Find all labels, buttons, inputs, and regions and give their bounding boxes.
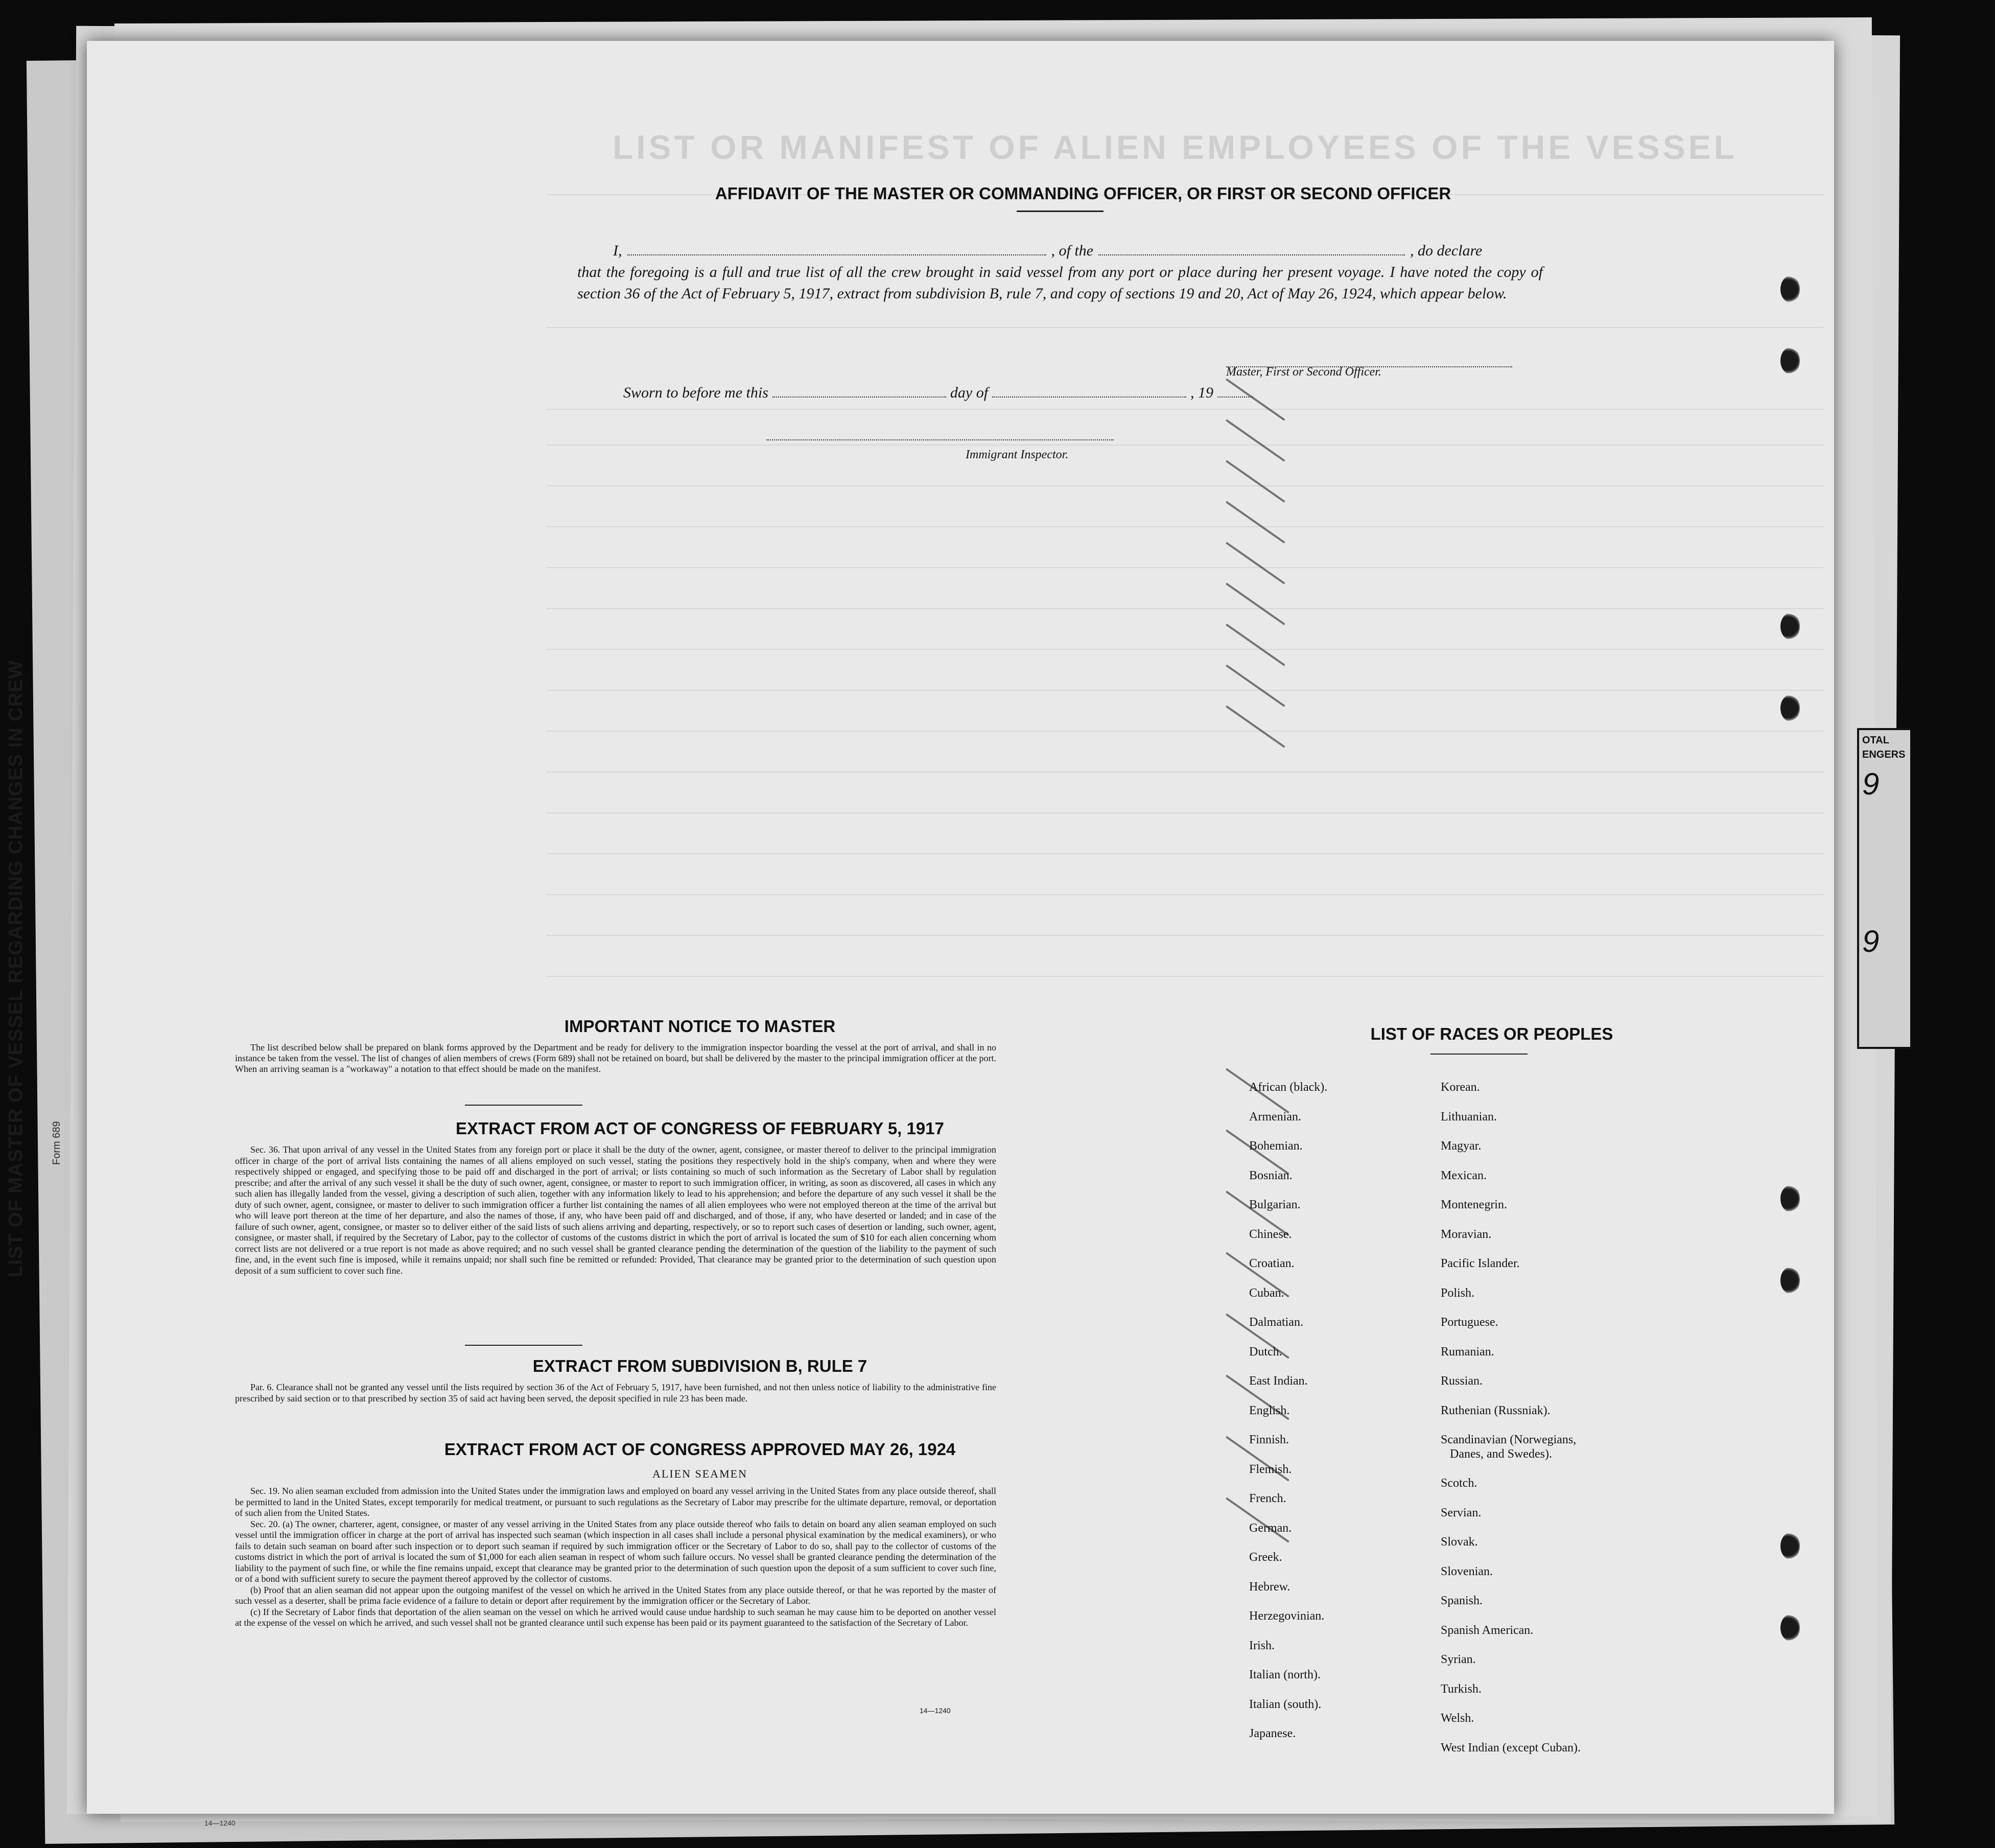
sworn-year-field[interactable] bbox=[1217, 383, 1253, 397]
punch-hole bbox=[1780, 276, 1800, 302]
race-item: Montenegrin. bbox=[1441, 1198, 1507, 1211]
race-item: Danes, and Swedes). bbox=[1450, 1447, 1552, 1461]
section-rule bbox=[465, 1345, 582, 1346]
form-number: Form 689 bbox=[51, 1121, 62, 1165]
side-tab bbox=[1857, 728, 1910, 1049]
tab-mark: 9 bbox=[1862, 767, 1880, 801]
race-item: English. bbox=[1249, 1403, 1290, 1417]
race-item: Japanese. bbox=[1249, 1727, 1296, 1740]
race-item: Korean. bbox=[1441, 1081, 1480, 1094]
races-right-column bbox=[1441, 1073, 1581, 1763]
paragraph: (c) If the Secretary of Labor finds that deportation of the alien seaman on the vessel on which he arrived would cause undue hardship to such seaman he may cause him to be deported on another vessel at the expense of the vessel on which he arrived, and such vessel shall not be granted clearance until such expense has been paid or its payment guaranteed to the satisfaction of the Secretary of Labor. bbox=[235, 1606, 996, 1628]
paragraph: Sec. 20. (a) The owner, charterer, agent, consignee, or master of any vessel arriving in the United States from any place outside thereof who fails to detain on board any alien seaman employed on such vessel until the immigration officer in charge at the port of arrival has inspected such seaman (which inspection in all cases shall include a personal physical examination by the medical examiners), or who fails to detain such seaman on board after such inspection or to deport such seaman if required by such immigration officer or the Secretary of Labor to do so, shall pay to the collector of customs of the customs district in which the port of arrival is located the sum of $1,000 for each alien seaman in respect of whom such failure occurs. No vessel shall be granted clearance pending the determination of the liability to the payment of such fine, or while the fine remains unpaid, except that clearance may be granted prior to the determination of such question upon the deposit of a sum sufficient to cover such fine, or of a bond with sufficient surety to secure the payment thereof approved by the collector of customs. bbox=[235, 1518, 996, 1584]
race-item: Syrian. bbox=[1441, 1653, 1476, 1666]
races-left-column bbox=[1249, 1073, 1327, 1749]
form-code: 14—1240 bbox=[920, 1706, 951, 1715]
races-title: LIST OF RACES OR PEOPLES bbox=[1370, 1024, 1613, 1043]
punch-hole bbox=[1780, 1185, 1800, 1212]
affidavit-of-the: , of the bbox=[1051, 242, 1093, 259]
race-item: African (black). bbox=[1249, 1081, 1328, 1094]
tab-mark: 9 bbox=[1862, 924, 1880, 958]
race-item: Pacific Islander. bbox=[1441, 1257, 1520, 1270]
race-item: Irish. bbox=[1249, 1639, 1275, 1652]
inspector-signature-line[interactable] bbox=[766, 439, 1114, 440]
notice-title: IMPORTANT NOTICE TO MASTER bbox=[564, 1017, 836, 1036]
notice-body: The list described below shall be prepared on blank forms approved by the Department and be ready for delivery to the immigration inspector boarding the vessel at the port of arrival, and shall in no instance be taken from the vessel. The list of changes of alien members of crews (Form 689) shall not be retained on board, but shall be delivered by the master to the principal immigration officer at the port. When an arriving seaman is a "workaway" a notation to that effect should be made on the manifest. bbox=[235, 1042, 996, 1074]
affidavit-title: AFFIDAVIT OF THE MASTER OR COMMANDING OFFICER, OR FIRST OR SECOND OFFICER bbox=[715, 184, 1451, 203]
alien-seamen-heading: ALIEN SEAMEN bbox=[652, 1467, 747, 1480]
race-item: Greek. bbox=[1249, 1551, 1282, 1564]
sworn-line bbox=[623, 383, 1253, 402]
race-item: Ruthenian (Russniak). bbox=[1441, 1403, 1551, 1417]
punch-hole bbox=[1780, 1533, 1800, 1559]
extract-1917-title: EXTRACT FROM ACT OF CONGRESS OF FEBRUARY 5, 1917 bbox=[456, 1119, 944, 1138]
inspector-caption: Immigrant Inspector. bbox=[966, 448, 1069, 461]
master-caption: Master, First or Second Officer. bbox=[1226, 365, 1381, 379]
race-item: Italian (south). bbox=[1249, 1697, 1322, 1711]
sworn-day-field[interactable] bbox=[772, 383, 946, 397]
race-item: Bosnian. bbox=[1249, 1168, 1293, 1182]
race-item: Servian. bbox=[1441, 1506, 1482, 1519]
race-item: Russian. bbox=[1441, 1374, 1483, 1388]
race-item: Mexican. bbox=[1441, 1168, 1487, 1182]
punch-hole bbox=[1780, 613, 1800, 640]
affidavit-i: I, bbox=[613, 242, 622, 259]
vessel-name-field[interactable] bbox=[1098, 241, 1405, 255]
race-item: Scandinavian (Norwegians, bbox=[1441, 1433, 1577, 1446]
paragraph: (b) Proof that an alien seaman did not appear upon the outgoing manifest of the vessel on which he arrived in the United States from any place outside thereof, or that he was reported by the master of such vessel as a deserter, shall be prima facie evidence of a failure to detain or deport after requirement by the immigration officer or the Secretary of Labor. bbox=[235, 1584, 996, 1606]
race-item: Armenian. bbox=[1249, 1110, 1301, 1124]
punch-hole bbox=[1780, 347, 1800, 374]
punch-hole bbox=[1780, 695, 1800, 721]
race-item: Spanish American. bbox=[1441, 1623, 1534, 1637]
race-item: Cuban. bbox=[1249, 1286, 1284, 1300]
race-item: Scotch. bbox=[1441, 1477, 1477, 1490]
race-item: West Indian (except Cuban). bbox=[1441, 1741, 1581, 1755]
race-item: Magyar. bbox=[1441, 1139, 1482, 1153]
bleed-through-text: LIST OR MANIFEST OF ALIEN EMPLOYEES OF THE VESSEL bbox=[612, 128, 1738, 166]
race-item: Dalmatian. bbox=[1249, 1316, 1303, 1329]
paragraph: Sec. 19. No alien seaman excluded from admission into the United States under the immigration laws and employed on board any vessel arriving in the United States from any place outside thereof, shall be permitted to land in the United States, except temporarily for medical treatment, or pursuant to such regulations as the Secretary of Labor may prescribe for the ultimate departure, removal, or deportation of such alien from the United States. bbox=[235, 1486, 996, 1518]
race-item: French. bbox=[1249, 1492, 1286, 1505]
document-page bbox=[87, 41, 1834, 1814]
race-item: Slovak. bbox=[1441, 1535, 1478, 1549]
race-item: Herzegovinian. bbox=[1249, 1609, 1325, 1623]
race-item: Portuguese. bbox=[1441, 1316, 1498, 1329]
race-item: Hebrew. bbox=[1249, 1580, 1290, 1594]
extract-1924-body bbox=[235, 1486, 996, 1629]
race-item: Dutch. bbox=[1249, 1345, 1282, 1359]
master-name-field[interactable] bbox=[627, 241, 1046, 255]
title-rule bbox=[1017, 210, 1104, 212]
sworn-year: , 19 bbox=[1190, 384, 1214, 401]
race-item: Polish. bbox=[1441, 1286, 1475, 1300]
affidavit-declare: , do declare bbox=[1410, 242, 1483, 259]
punch-hole bbox=[1780, 1615, 1800, 1641]
sworn-day-of: day of bbox=[950, 384, 989, 401]
spine-title: LIST OF MASTER OF VESSEL REGARDING CHANGES IN CREW bbox=[5, 660, 27, 1277]
extract-1917-body: Sec. 36. That upon arrival of any vessel in the United States from any foreign port or place it shall be the duty of the owner, agent, consignee, or master thereof to deliver to the principal immigration officer in charge of the port of arrival lists containing the names of all aliens employed on such vessel, stating the positions they respectively hold in the ship's company, when and where they were respectively shipped or engaged, and specifying those to be paid off and discharged in the port of arrival; or lists containing so much of such information as the Secretary of Labor shall by regulation prescribe; and after the arrival of any such vessel it shall be the duty of such owner, agent, consignee, or master to report to such immigration officer, in writing, as soon as discovered, all cases in which any such alien has illegally landed from the vessel, giving a description of such alien, together with any information likely to lead to his apprehension; and before the departure of any such vessel it shall be the duty of such owner, agent, consignee, or master to deliver to such immigration officer a further list containing the names of all alien employees who were not employed thereon at the time of the arrival but who will leave port thereon at the time of her departure, and also the names of those, if any, who have been paid off and discharged, and of those, if any, who have deserted or landed; and in case of the failure of such owner, agent, consignee, or master so to deliver either of the said lists of such aliens arriving and departing, respectively, or so to report such cases of desertion or landing, such owner, agent, consignee, or master shall, if required by the Secretary of Labor, pay to the collector of customs of the customs district in which the port of arrival is located the sum of $10 for each alien concerning whom correct lists are not delivered or a true report is not made as above required; and no such vessel shall be granted clearance pending the determination of the question of the liability to the payment of such fine, and, in the event such fine is imposed, while it remains unpaid; nor shall such fine be remitted or refunded: Provided, That clearance may be granted prior to the determination of such question upon deposit of a sum sufficient to cover such fine. bbox=[235, 1144, 996, 1276]
sworn-month-field[interactable] bbox=[992, 383, 1186, 397]
tab-label: OTAL ENGERS 9 9 bbox=[1859, 730, 1910, 952]
title-rule bbox=[1430, 1054, 1528, 1055]
race-item: Welsh. bbox=[1441, 1712, 1474, 1725]
affidavit-body bbox=[577, 240, 1543, 305]
affidavit-text: that the foregoing is a full and true list of all the crew brought in said vessel from any port or place during her present voyage. I have noted the copy of section 36 of the Act of February 5, 1917, extract from subdivision B, rule 7, and copy of sections 19 and 20, Act of May 26, 1924, which appear below. bbox=[577, 264, 1543, 302]
race-item: Rumanian. bbox=[1441, 1345, 1494, 1359]
race-item: Italian (north). bbox=[1249, 1668, 1321, 1681]
race-item: Slovenian. bbox=[1441, 1564, 1493, 1578]
race-item: Moravian. bbox=[1441, 1227, 1492, 1241]
punch-hole bbox=[1780, 1267, 1800, 1294]
sworn-prefix: Sworn to before me this bbox=[623, 384, 768, 401]
race-item: East Indian. bbox=[1249, 1374, 1308, 1388]
race-item: Lithuanian. bbox=[1441, 1110, 1497, 1124]
race-item: German. bbox=[1249, 1521, 1292, 1535]
race-item: Bohemian. bbox=[1249, 1139, 1303, 1153]
extract-rule7-title: EXTRACT FROM SUBDIVISION B, RULE 7 bbox=[532, 1356, 867, 1375]
extract-rule7-body: Par. 6. Clearance shall not be granted any vessel until the lists required by section 36 of the Act of February 5, 1917, have been furnished, and not then unless notice of liability to the administrative fine prescribed by said section or to that prescribed by section 35 of said act having been served, the deposit specified in rule 23 has been made. bbox=[235, 1382, 996, 1403]
section-rule bbox=[465, 1105, 582, 1106]
race-item: Turkish. bbox=[1441, 1682, 1482, 1696]
spine-strip bbox=[0, 204, 77, 1431]
race-item: Flemish. bbox=[1249, 1462, 1292, 1476]
race-item: Bulgarian. bbox=[1249, 1198, 1301, 1211]
race-item: Croatian. bbox=[1249, 1257, 1295, 1270]
race-item: Chinese. bbox=[1249, 1227, 1292, 1241]
bottom-form-code: 14—1240 bbox=[204, 1819, 236, 1827]
race-item: Spanish. bbox=[1441, 1594, 1483, 1607]
race-item: Finnish. bbox=[1249, 1433, 1289, 1446]
extract-1924-title: EXTRACT FROM ACT OF CONGRESS APPROVED MAY 26, 1924 bbox=[444, 1440, 956, 1459]
